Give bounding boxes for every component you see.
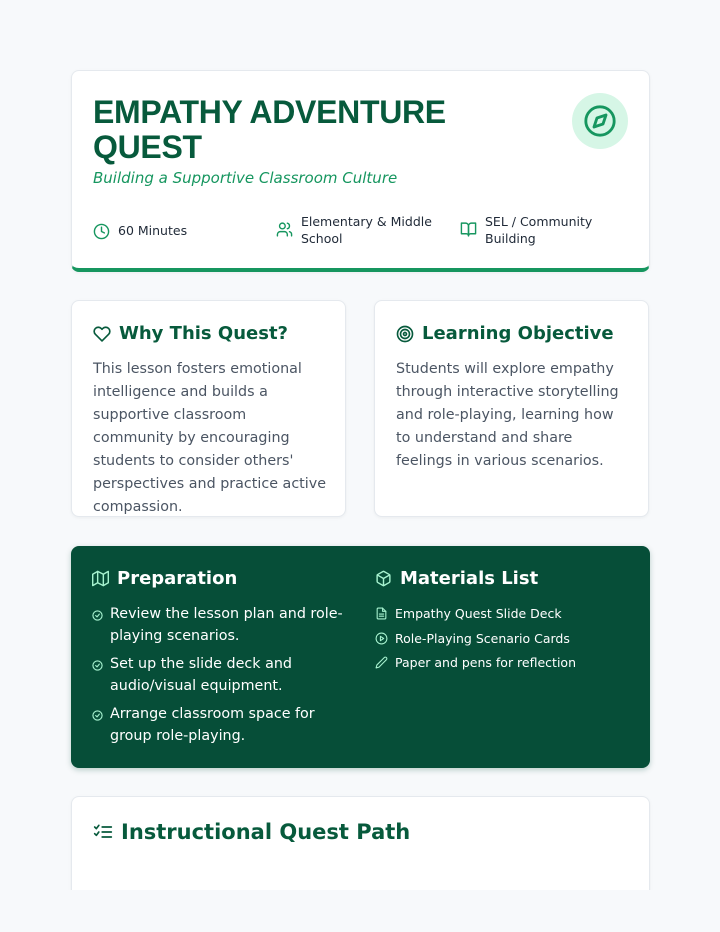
page-subtitle: Building a Supportive Classroom Culture	[93, 169, 398, 187]
list-item: Set up the slide deck and audio/visual equipment.	[92, 654, 352, 697]
preparation-panel	[71, 546, 650, 768]
clock-icon	[93, 223, 110, 240]
book-icon	[460, 221, 477, 238]
list-item: Paper and pens for reflection	[375, 654, 635, 671]
quest-path-title: Instructional Quest Path	[121, 820, 411, 844]
list-item: Review the lesson plan and role-playing scenarios.	[92, 604, 352, 647]
pencil-icon	[375, 656, 388, 669]
meta-grade-text: Elementary & Middle School	[301, 214, 432, 246]
objective-title: Learning Objective	[422, 323, 614, 344]
users-icon	[276, 221, 293, 238]
meta-grade	[276, 213, 446, 247]
list-item: Arrange classroom space for group role-playing.	[92, 704, 352, 747]
page-title: EMPATHY ADVENTURE QUEST	[93, 94, 446, 165]
objective-card	[374, 300, 649, 517]
preparation-title: Preparation	[117, 568, 238, 589]
why-heading	[93, 323, 288, 344]
meta-subject	[460, 213, 630, 247]
play-circle-icon	[375, 632, 388, 645]
why-card	[71, 300, 346, 517]
materials-list	[375, 605, 635, 679]
meta-subject-text: SEL / Community Building	[485, 214, 593, 246]
preparation-list	[92, 604, 352, 754]
objective-heading	[396, 323, 614, 344]
meta-duration-text: 60 Minutes	[118, 223, 188, 238]
compass-badge	[572, 93, 628, 149]
list-item: Empathy Quest Slide Deck	[375, 605, 635, 622]
page-bottom	[0, 890, 720, 932]
compass-icon	[583, 104, 617, 138]
objective-text: Students will explore empathy through interactive storytelling and role-playing, learning how to understand and share feelings in various scenarios.	[396, 361, 619, 469]
target-icon	[396, 325, 414, 343]
list-item: Role-Playing Scenario Cards	[375, 630, 635, 647]
package-icon	[375, 570, 392, 587]
check-circle-icon	[92, 710, 103, 721]
map-icon	[92, 570, 109, 587]
why-title: Why This Quest?	[119, 323, 288, 344]
check-circle-icon	[92, 610, 103, 621]
list-checks-icon	[93, 822, 113, 842]
header-card	[71, 70, 650, 272]
materials-title: Materials List	[400, 568, 539, 589]
check-circle-icon	[92, 660, 103, 671]
materials-heading	[375, 568, 538, 589]
quest-path-heading	[93, 820, 410, 844]
preparation-heading	[92, 568, 237, 589]
why-text: This lesson fosters emotional intelligence and builds a supportive classroom community by encouraging students to consider others' perspectives and practice active compassion.	[93, 361, 327, 515]
meta-duration	[93, 222, 187, 240]
heart-icon	[93, 325, 111, 343]
document-icon	[375, 607, 388, 620]
